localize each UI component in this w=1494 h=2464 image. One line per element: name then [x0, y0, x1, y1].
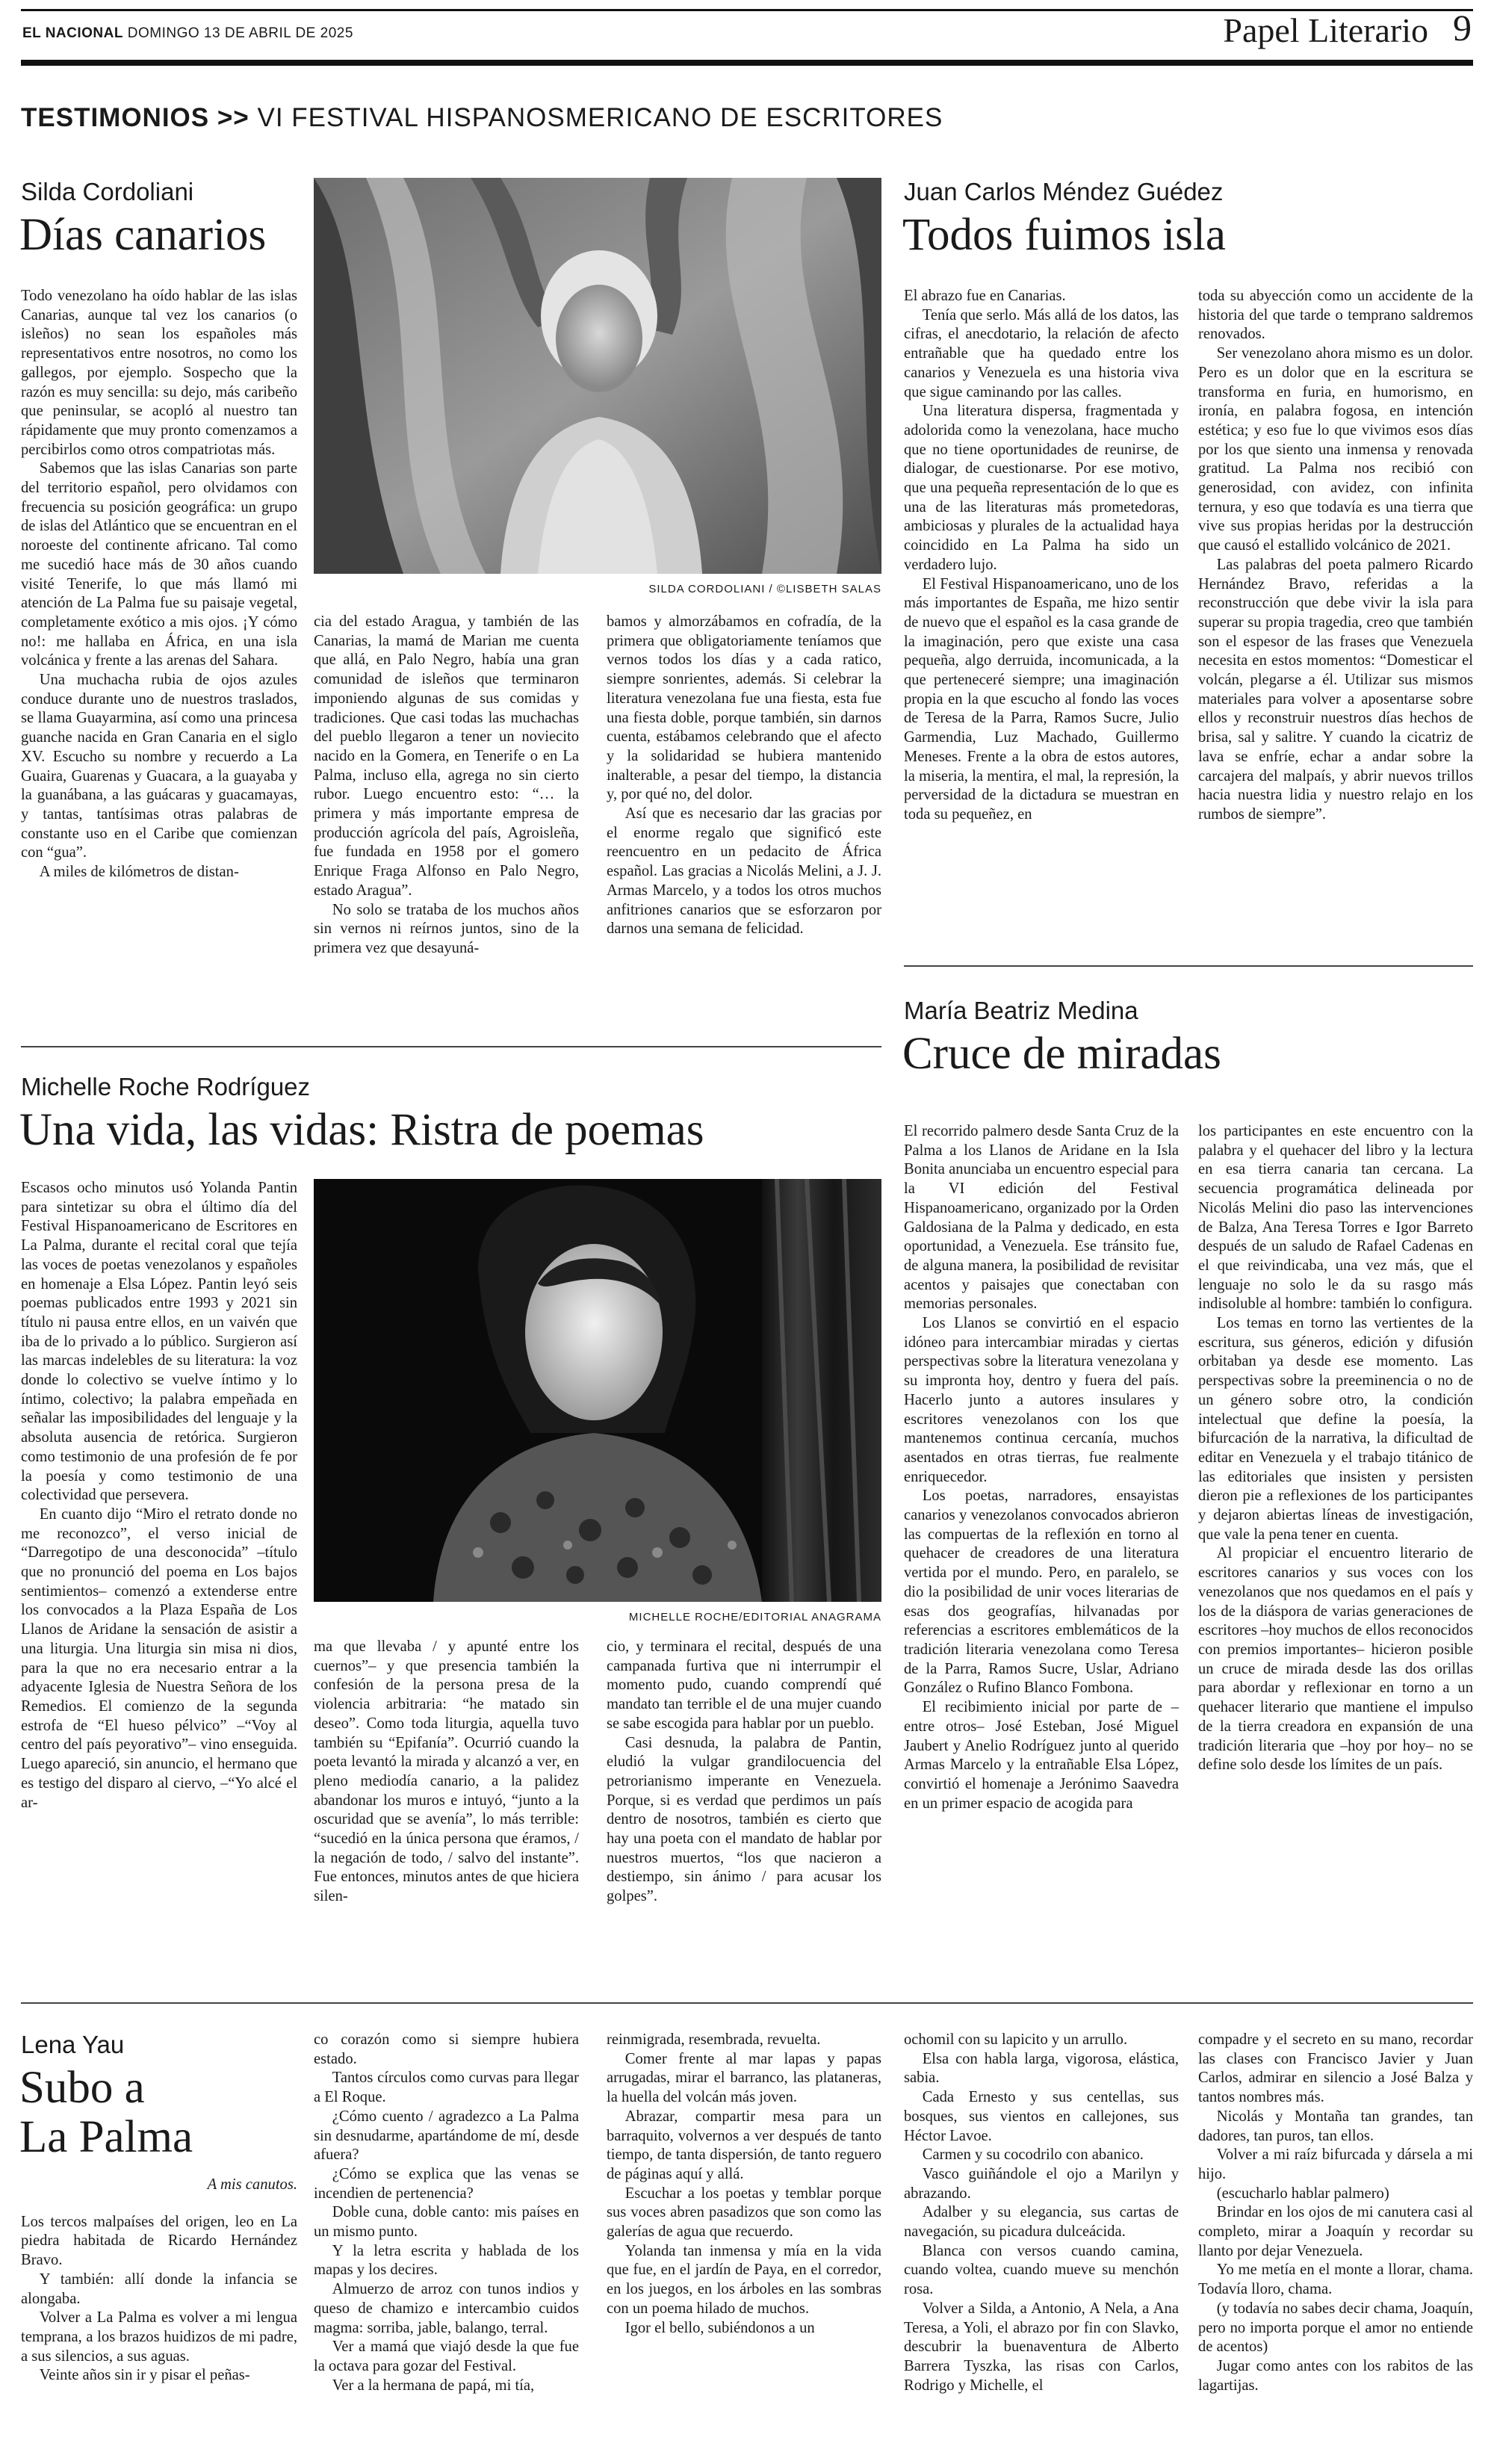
paragraph: No solo se trataba de los muchos años sin vernos ni reírnos juntos, sino de la primera vez que desayuná- — [314, 901, 579, 956]
paragraph: Todo venezolano ha oído hablar de las islas Canarias, aunque tal vez los canarios (o isleños) no sean los españoles más representativos entre nosotros, no como los gallegos, por ejemplo. Sospecho que la razón es muy sencilla: su dejo, más caribeño que peninsular, se acopló al nuestro tan rápidamente que muy pronto comenzamos a percibirlos como otros compatriotas más. — [21, 288, 297, 458]
paragraph: co corazón como si siempre hubiera estado. — [314, 2031, 579, 2067]
mendez-column-2 — [1198, 287, 1473, 825]
paragraph: Yolanda tan inmensa y mía en la vida que fue, en el jardín de Paya, en el corredor, en los juegos, en los árboles en las sombras con un poema hilado de muchos. — [607, 2242, 881, 2317]
paragraph: Los tercos malpaíses del origen, leo en La piedra habitada de Ricardo Hernández Bravo. — [21, 2213, 297, 2269]
paragraph: los participantes en este encuentro con la palabra y el quehacer del libro y la lectura en esa tierra canaria tan cercana. La secuencia programática delineada por Nicolás Melini dio paso las intervenciones de Balza, Ana Teresa Torres e Igor Barreto después de un saludo de Rafael Cadenas en el que reivindicaba, una vez más, que el lenguaje no solo le da su rasgo más indisoluble al hombre: también lo configura. — [1198, 1123, 1473, 1313]
paragraph: Igor el bello, subiéndonos a un — [624, 2319, 815, 2336]
masthead-paper: EL NACIONAL — [22, 25, 123, 41]
medina-column-2 — [1198, 1122, 1473, 1775]
paragraph: Almuerzo de arroz con tunos indios y queso de chamizo e intercambio cuidos magma: sorriba, jable, balango, terral. — [314, 2281, 579, 2336]
paragraph: Veinte años sin ir y pisar el peñas- — [39, 2367, 250, 2384]
paragraph: Así que es necesario dar las gracias por el enorme regalo que significó este reencuentro en un pedacito de África español. Las gracias a Nicolás Melini, a J. J. Armas Marcelo, y a todos los otros muchos anfitriones canarios que se esforzaron por darnos una semana de felicidad. — [607, 805, 881, 938]
yau-dedication: A mis canutos. — [207, 2176, 297, 2193]
yau-title-line-1: Subo a — [19, 2063, 145, 2113]
paragraph: Escuchar a los poetas y temblar porque sus voces abren pasadizos que son como las galerías de agua que recuerdo. — [607, 2185, 881, 2241]
paragraph: ¿Cómo cuento / agradezco a La Palma sin desnudarme, apartándome de mí, desde afuera? — [314, 2108, 579, 2164]
paragraph: En cuanto dijo “Miro el retrato donde no me reconozco”, el verso inicial de “Darregotipo de una desconocida” –título que no pronunció del poema en Los bajos sentimientos– comenzó a extenderse entre los convocados a la Plaza España de Los Llanos de Aridane la sensación de asistir a una liturgia. Una liturgia sin misa ni dios, para la que no era necesario entrar a la adyacente Iglesia de Nuestra Señora de los Remedios. El comienzo de la segunda estrofa de “El hueso pélvico” –“Voy al centro del país peyorativo”– vino enseguida. Luego apareció, sin anuncio, el hermano que es testigo del disparo al ciervo, –“Yo alcé el ar- — [21, 1505, 297, 1811]
cordoliani-portrait-image — [314, 178, 881, 574]
yau-column-5 — [1198, 2031, 1473, 2395]
paragraph: ma que llevaba / y apunté entre los cuernos”– y que presencia también la confesión de la persona presa de la violencia arbitraria: “he matado sin deseo”. Como toda liturgia, aquella tuvo también su “Epifanía”. Ocurrió cuando la poeta levantó la mirada y alcanzó a ver, en pleno mediodía canario, a la palidez abandonar los muros e intuyó, “junto a la oscuridad que se avenía”, lo más terrible: “sucedió en la única persona que éramos, / la negación de todo, / salvo del instante”. Fue entonces, minutos antes de que hiciera silen- — [314, 1638, 579, 1905]
paragraph: toda su abyección como un accidente de la historia del que tarde o temprano saldremos renovados. — [1198, 288, 1473, 343]
cordoliani-column-2 — [314, 613, 579, 959]
paragraph: cio, y terminara el recital, después de una campanada furtiva que ni interrumpir el momento pudo, cuando comprendí qué mandato tan terrible el de una mujer cuando se sabe escogida para hablar por un pueblo. — [607, 1638, 881, 1732]
yau-column-3 — [607, 2031, 881, 2338]
paragraph: bamos y almorzábamos en cofradía, de la primera que obligatoriamente teníamos que vernos todos los días y a cada ratico, siempre sonrientes, además. Si celebrar la literatura venezolana fue una fiesta, esta fue una fiesta doble, porque también, sin darnos cuenta, estábamos celebrando que el afecto y la solidaridad se hubiera mantenido inalterable, a pesar del tiempo, la distancia y, por qué no, del dolor. — [607, 613, 881, 803]
paragraph: Y también: allí donde la infancia se alongaba. — [21, 2270, 297, 2307]
roche-title: Una vida, las vidas: Ristra de poemas — [19, 1105, 704, 1155]
paragraph: ochomil con su lapicito y un arrullo. — [904, 2031, 1128, 2048]
paragraph: Tantos círculos como curvas para llegar a El Roque. — [314, 2070, 579, 2106]
paragraph: Carmen y su cocodrilo con abanico. — [922, 2146, 1144, 2164]
paragraph: Comer frente al mar lapas y papas arrugadas, mirar el barranco, las plataneras, la huella del volcán más joven. — [607, 2050, 881, 2106]
paragraph: Ver a mamá que viajó desde la que fue la octava para gozar del Festival. — [314, 2338, 579, 2374]
paragraph: Los poetas, narradores, ensayistas canarios y venezolanos convocados abrieron las compuertas de la reflexión en torno al quehacer de creadores de una literatura vertida por el mundo. Pero, en paralelo, se dio la posibilidad de unir voces literarias de esas dos geografías, hilvanadas por referencias a escritores emblemáticos de la tradición literaria venezolana como Teresa de la Parra, Ramos Sucre, Uslar, Adriano González o Rufino Blanco Fombona. — [904, 1488, 1179, 1697]
paragraph: Volver a La Palma es volver a mi lengua temprana, a los brazos huidizos de mi padre, a sus silencios, a sus aguas. — [21, 2309, 297, 2365]
cordoliani-column-3 — [607, 613, 881, 939]
roche-column-2 — [314, 1638, 579, 1907]
section-title: VI FESTIVAL HISPANOSMERICANO DE ESCRITORES — [257, 103, 943, 132]
mendez-column-1 — [904, 287, 1179, 825]
roche-portrait-image — [314, 1179, 881, 1602]
paragraph: Yo me metía en el monte a llorar, chama. Todavía lloro, chama. — [1198, 2262, 1473, 2298]
paragraph: Y la letra escrita y hablada de los mapas y los decires. — [314, 2242, 579, 2279]
paragraph: Los Llanos se convirtió en el espacio idóneo para intercambiar miradas y ciertas perspectivas sobre la literatura venezolana y su impronta hoy, dentro y fuera del país. Hacerlo junto a autores insulares y escritores venezolanos con los que mantenemos continua cercanía, muchos asentados en otras tierras, fue realmente enriquecedor. — [904, 1315, 1179, 1485]
yau-column-2 — [314, 2031, 579, 2395]
roche-photo — [314, 1179, 881, 1602]
cordoliani-column-1 — [21, 287, 297, 882]
paragraph: cia del estado Aragua, y también de las Canarias, la mamá de Marian me cuenta que allá, en Palo Negro, había una gran comunidad de isleños que terminaron imponiendo algunas de sus comidas y tradiciones. Que casi todas las muchachas del pueblo llegaron a tener un noviecito nacido en la Gomera, en Tenerife o en La Palma, incluso ella, agrega no sin cierto rubor. Luego encuentro esto: “… la primera y más importante empresa de producción agrícola del país, Agroisleña, fue fundada en 1958 por el gomero Enrique Fraga Alfonso en Palo Negro, estado Aragua”. — [314, 613, 579, 899]
paragraph: El recorrido palmero desde Santa Cruz de la Palma a los Llanos de Aridane en la Isla Bonita anunciaba un encuentro especial para la VI edición del Festival Hispanoamericano, organizado por la Orden Galdosiana de la Palma y dedicado, en esta oportunidad, a Venezuela. Ese tránsito fue, de alguna manera, la posibilidad de revisitar acentos y paisajes que conectaban con memorias personales. — [904, 1123, 1179, 1313]
paragraph: El Festival Hispanoamericano, uno de los más importantes de España, me hizo sentir de nuevo que el español es la casa grande de la imaginación, pero que existe una casa pequeña, algo derruida, incomunicada, a la que perteneceré siempre; una imaginación propia en la que escucho al fondo las voces de Teresa de la Parra, Ramos Sucre, Julio Garmendia, Luz Machado, Guillermo Meneses. Frente a la obra de estos autores, la miseria, la mentira, el mal, la represión, la perversidad de la dictadura se muestran en toda su pequeñez, en — [904, 575, 1179, 823]
paragraph: Los temas en torno las vertientes de la escritura, sus géneros, edición y difusión orbitaban ya desde ese momento. Las perspectivas sobre la preeminencia o no de un género sobre otro, la condición intelectual que define la poesía, la bifurcación de la narrativa, la dificultad de editar en Venezuela y el trabajo titánico de las editoriales que insisten y persisten dieron pie a reflexiones de los participantes y dejaron abiertas líneas de investigación, que vale la pena tener en cuenta. — [1198, 1315, 1473, 1543]
paragraph: (y todavía no sabes decir chama, Joaquín, pero no importa porque el amor no entiende de acentos) — [1198, 2300, 1473, 2356]
medina-title: Cruce de miradas — [902, 1029, 1221, 1079]
roche-column-1 — [21, 1179, 297, 1813]
cordoliani-photo — [314, 178, 881, 574]
mendez-author: Juan Carlos Méndez Guédez — [904, 178, 1224, 205]
roche-author: Michelle Roche Rodríguez — [21, 1073, 311, 1101]
masthead-bottom-rule — [21, 60, 1473, 66]
paragraph: Las palabras del poeta palmero Ricardo Hernández Bravo, referidas a la reconstrucción que debe vivir la isla para superar su propia tragedia, creo que también son el espesor de las frases que Venezuela necesita en estos momentos: “Domesticar el volcán, plegarse a él. Utilizar sus mismos materiales para volver a aposentarse sobre ellos y reconstruir nuestros días hechos de brisa, sal y salitre. Y cuando la cicatriz de lava se enfríe, echar a andar sobre la carcajera del malpaís, y abrir nuevos trillos hacia nuestra lidia y nuestro relajo en los rumbos de siempre”. — [1198, 556, 1473, 823]
paragraph: reinmigrada, resembrada, revuelta. — [607, 2031, 821, 2048]
cordoliani-photo-caption: SILDA CORDOLIANI / ©LISBETH SALAS — [648, 583, 881, 595]
section-label: TESTIMONIOS >> — [21, 103, 249, 132]
paragraph: El abrazo fue en Canarias. — [904, 288, 1066, 304]
cordoliani-author: Silda Cordoliani — [21, 178, 194, 205]
yau-author: Lena Yau — [21, 2031, 125, 2058]
paragraph: Volver a Silda, a Antonio, A Nela, a Ana Teresa, a Yoli, el abrazo por fin con Slavko, descubrir la buenaventura de Alberto Barrera Tyszka, las risas con Carlos, Rodrigo y Michelle, el — [904, 2300, 1179, 2394]
paragraph: Doble cuna, doble canto: mis países en un mismo punto. — [314, 2204, 579, 2241]
paragraph: Jugar como antes con los rabitos de las lagartijas. — [1198, 2357, 1473, 2394]
paragraph: Volver a mi raíz bifurcada y dársela a mi hijo. — [1198, 2146, 1473, 2182]
masthead-page-number: 9 — [1453, 7, 1472, 49]
paragraph: ¿Cómo se explica que las venas se incendien de pertenencia? — [314, 2165, 579, 2202]
yau-column-4 — [904, 2031, 1179, 2395]
mendez-title: Todos fuimos isla — [902, 210, 1226, 260]
yau-title — [19, 2064, 193, 2162]
paragraph: Tenía que serlo. Más allá de los datos, las cifras, el anecdotario, la relación de afecto entrañable que ha quedado entre los canarios y Venezuela es una historia viva que sigue caminando por las calles. — [904, 306, 1179, 400]
paragraph: Sabemos que las islas Canarias son parte del territorio español, pero olvidamos con frecuencia su posición geográfica: un grupo de islas del Atlántico que se encuentran en el noroeste del continente africano. Tal como me sucedió hace más de 30 años cuando visité Tenerife, lo que más llamó mi atención de La Palma fue su paisaje vegetal, completamente exótico a mis ojos. ¡Y cómo no!: me hallaba en África, en una isla volcánica y frente a las arenas del Sahara. — [21, 460, 297, 669]
paragraph: Cada Ernesto y sus centellas, sus bosques, sus vientos en callejones, sus Héctor Lavoe. — [904, 2089, 1179, 2144]
paragraph: Elsa con habla larga, vigorosa, elástica, sabia. — [904, 2050, 1179, 2087]
yau-title-line-2: La Palma — [19, 2111, 193, 2162]
paragraph: Blanca con versos cuando camina, cuando voltea, cuando mueve su menchón rosa. — [904, 2242, 1179, 2298]
medina-column-1 — [904, 1122, 1179, 1813]
roche-column-3 — [607, 1638, 881, 1907]
paragraph: Una literatura dispersa, fragmentada y adolorida como la venezolana, hace mucho que no tiene oportunidades de reunirse, de dialogar, de cuestionarse. Por ese motivo, que una pequeña representación de lo que es una de las literaturas más prometedoras, ambiciosas y plurales de la actualidad haya coincidido en La Palma ha sido un verdadero lujo. — [904, 403, 1179, 573]
divider-cordoliani-roche — [21, 1046, 881, 1047]
paragraph: Escasos ocho minutos usó Yolanda Pantin para sintetizar su obra el último día del Festival Hispanoamericano de Escritores en La Palma, durante el recital coral que tejía las voces de poetas venezolanos y españoles en homenaje a Elsa López. Pantin leyó seis poemas publicados entre 1993 y 2021 sin título ni pausa entre ellos, en un vaivén que iba de lo privado a lo público. Surgieron así las marcas indelebles de su literatura: la voz donde lo colectivo se vuelve íntimo y lo íntimo, colectivo; la palabra empeñada en señalar las imposibilidades del lenguaje y la absoluta ausencia de retórica. Surgieron como testimonio de una profesión de fe por la poesía y como testimonio de una colectividad que persevera. — [21, 1180, 297, 1504]
paragraph: Una muchacha rubia de ojos azules conduce durante uno de nuestros traslados, se llama Guayarmina, así como una princesa guanche nacida en Gran Canaria en el siglo XV. Escucho su nombre y recuerdo a La Guaira, Guarenas y Guacara, a la guayaba y la guanábana, a las guácaras y guacamayas, y tantas, tantísimas otras palabras de constante uso en el Caribe que comienzan con “gua”. — [21, 672, 297, 861]
paragraph: Brindar en los ojos de mi canutera casi al completo, mirar a Joaquín y recordar su llanto por dejar Venezuela. — [1198, 2204, 1473, 2259]
cordoliani-title: Días canarios — [19, 210, 267, 260]
masthead-paper-date — [22, 25, 353, 42]
paragraph: Ver a la hermana de papá, mi tía, — [332, 2377, 535, 2394]
paragraph: compadre y el secreto en su mano, recordar las clases con Francisco Javier y Juan Carlos, admirar en silencio a José Balza y tantos nombres más. — [1198, 2031, 1473, 2106]
paragraph: Abrazar, compartir mesa para un barraquito, volvernos a ver después de tanto tiempo, de tanta dispersión, de tanto reguero de páginas aquí y allá. — [607, 2108, 881, 2182]
yau-column-1 — [21, 2176, 297, 2386]
masthead-section: Papel Literario — [1223, 11, 1428, 49]
roche-photo-caption: MICHELLE ROCHE/EDITORIAL ANAGRAMA — [628, 1611, 881, 1623]
paragraph: Ser venezolano ahora mismo es un dolor. Pero es un dolor que en la escritura se transforma en furia, en humorismo, en ironía, en palabra fogosa, en intención estética; y eso fue lo que vivimos esos días por los que siento una inmensa y renovada gratitud. La Palma nos recibió con generosidad, con avidez, con infinita ternura, y eso que todavía es una tierra que vive sus propias heridas por la destrucción que causó el estallido volcánico de 2021. — [1198, 345, 1473, 554]
paragraph: A miles de kilómetros de distan- — [39, 864, 239, 881]
paragraph: Casi desnuda, la palabra de Pantin, eludió la vulgar grandilocuencia del petrorianismo imperante en Venezuela. Porque, si es verdad que perdimos un país dentro de nosotros, también es cierto que hay una poeta con el mandato de hablar por nuestros muertos, “los que nacieron a destiempo, sin ánimo / para acusar los golpes”. — [607, 1734, 881, 1905]
paragraph: El recibimiento inicial por parte de –entre otros– José Esteban, José Miguel Jaubert y Anelio Rodríguez junto al querido Armas Marcelo y la entrañable Elsa López, convirtió el homenaje a Jerónimo Saavedra en un primer espacio de acogida para — [904, 1699, 1179, 1812]
medina-author: María Beatriz Medina — [904, 997, 1138, 1024]
masthead-date: DOMINGO 13 DE ABRIL DE 2025 — [127, 25, 353, 41]
paragraph: (escucharlo hablar palmero) — [1216, 2185, 1389, 2202]
paragraph: Adalber y su elegancia, sus cartas de navegación, su picadura dulceácida. — [904, 2204, 1179, 2241]
paragraph: Al propiciar el encuentro literario de escritores canarios y sus voces con los venezolanos que nos quedamos en el país y los de la diáspora de varias generaciones de escritores –hoy muchos de ellos reconocidos con premios importantes– hicieron posible un cruce de mirada desde las dos orillas para abordar y reflexionar en torno a un quehacer literario que mantiene el impulso de la tierra creadora en expansión de una tradición literaria que –hoy por hoy– no se define solo desde los límites de un país. — [1198, 1545, 1473, 1774]
divider-mendez-medina — [904, 965, 1473, 967]
paragraph: Nicolás y Montaña tan grandes, tan dadores, tan puros, tan ellos. — [1198, 2108, 1473, 2144]
divider-lower — [21, 2002, 1473, 2004]
section-header — [21, 103, 943, 133]
paragraph: Vasco guiñándole el ojo a Marilyn y abrazando. — [904, 2165, 1179, 2202]
